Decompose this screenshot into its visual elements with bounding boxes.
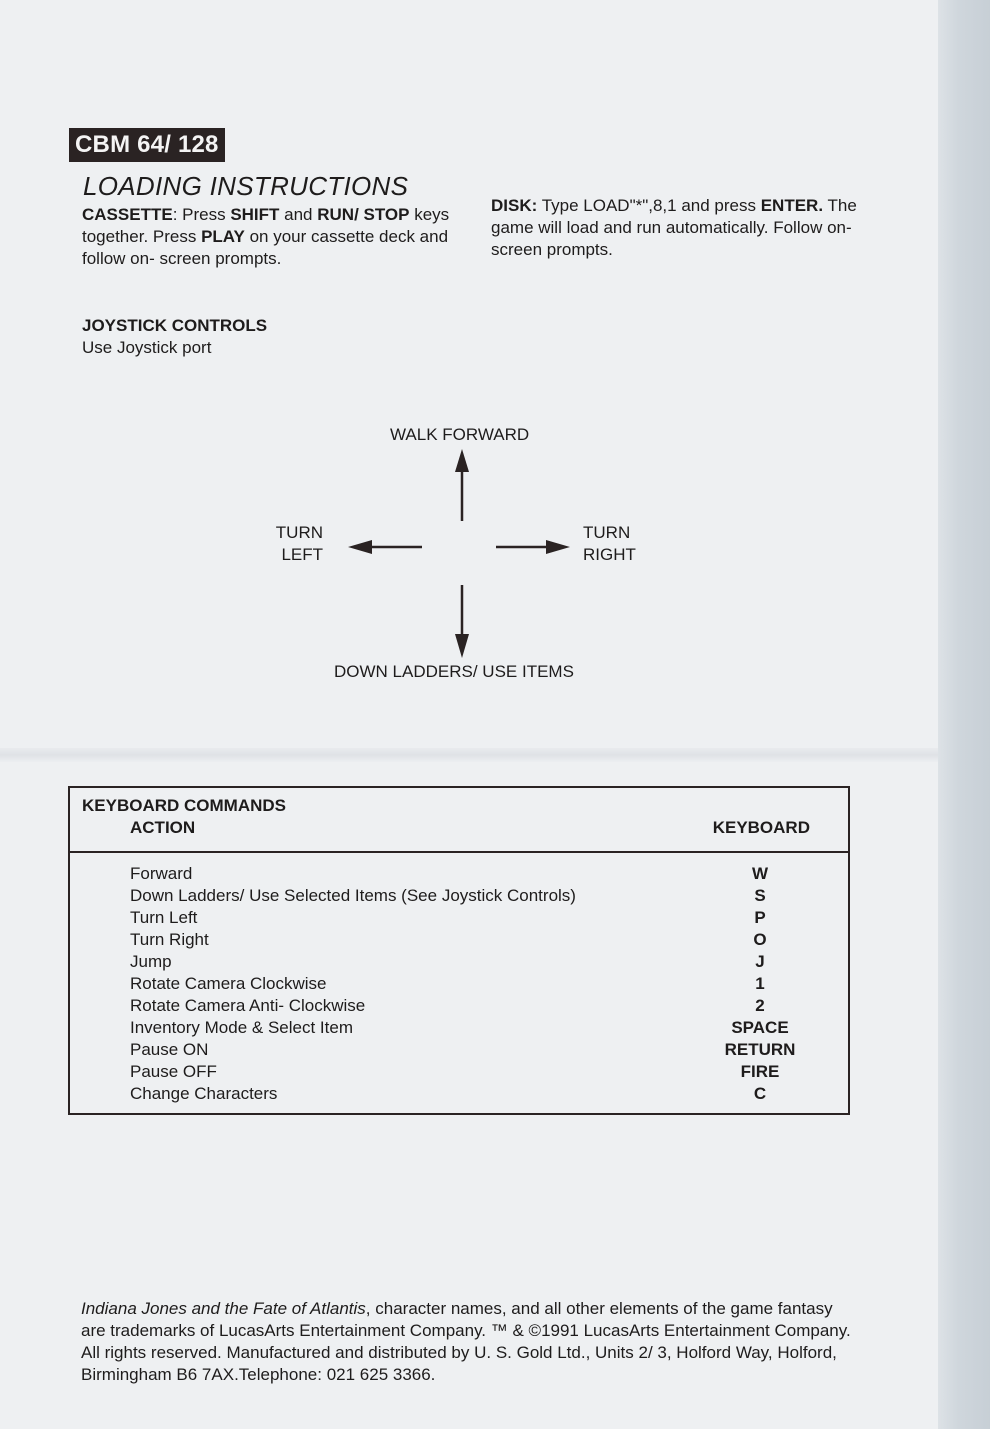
cassette-label: CASSETTE [82, 205, 173, 224]
table-row [70, 995, 848, 1017]
row-action: Rotate Camera Clockwise [130, 974, 327, 993]
row-key: FIRE [740, 1062, 780, 1081]
disk-text-2: The game will load and run automatically. Follow on- screen prompts. [491, 196, 857, 259]
table-row [70, 1039, 848, 1061]
table-row [70, 929, 848, 951]
key-run-stop: RUN/ STOP [317, 205, 410, 224]
table-row [70, 1017, 848, 1039]
keyboard-commands-table [68, 786, 850, 1115]
row-action: Forward [130, 864, 193, 883]
key-play: PLAY [201, 227, 245, 246]
table-row [70, 907, 848, 929]
turn-left-line-2: LEFT [281, 545, 323, 564]
arrow-up-icon [455, 449, 469, 521]
turn-right-line-2: RIGHT [583, 545, 636, 564]
row-action: Inventory Mode & Select Item [130, 1018, 353, 1037]
row-key: W [751, 864, 769, 883]
action-column-header: ACTION [130, 818, 196, 837]
arrow-down-icon [455, 585, 469, 658]
joystick-heading: JOYSTICK CONTROLS [82, 316, 268, 335]
row-key: O [753, 930, 767, 949]
table-row [70, 1083, 848, 1105]
turn-left-line-1: TURN [275, 523, 323, 542]
cassette-text-4: on your cassette deck and follow on- screen prompts. [82, 227, 449, 268]
row-key: C [753, 1084, 767, 1103]
table-row [70, 1061, 848, 1083]
row-action: Down Ladders/ Use Selected Items (See Joystick Controls) [130, 886, 576, 905]
disk-label: DISK: [491, 196, 538, 215]
table-row [70, 973, 848, 995]
key-shift: SHIFT [230, 205, 280, 224]
row-key: 2 [755, 996, 765, 1015]
game-title: Indiana Jones and the Fate of Atlantis [81, 1299, 366, 1318]
turn-right-line-1: TURN [583, 523, 631, 542]
row-key: RETURN [724, 1040, 796, 1059]
disk-text-1: Type LOAD"*",8,1 and press [537, 196, 761, 215]
key-enter: ENTER. [760, 196, 824, 215]
row-action: Pause ON [130, 1040, 209, 1059]
down-ladders-label: DOWN LADDERS/ USE ITEMS [334, 662, 574, 681]
cassette-text-3: keys together. Press [82, 205, 450, 246]
row-action: Rotate Camera Anti- Clockwise [130, 996, 366, 1015]
arrow-right-icon [496, 540, 570, 554]
row-action: Jump [130, 952, 172, 971]
section-title: LOADING INSTRUCTIONS [83, 171, 409, 201]
row-key: S [754, 886, 766, 905]
row-key: 1 [755, 974, 765, 993]
row-key: J [755, 952, 765, 971]
table-row [70, 863, 848, 885]
table-row [70, 885, 848, 907]
copyright-notice [81, 1298, 851, 1386]
table-divider [70, 851, 848, 853]
row-key: SPACE [731, 1018, 789, 1037]
row-action: Turn Right [130, 930, 209, 949]
keyboard-title: KEYBOARD COMMANDS [82, 796, 286, 815]
arrow-left-icon [348, 540, 422, 554]
row-key: P [754, 908, 766, 927]
joystick-subtext: Use Joystick port [82, 338, 212, 357]
row-action: Turn Left [130, 908, 198, 927]
cassette-text-1: : Press [172, 205, 231, 224]
table-row [70, 951, 848, 973]
walk-forward-label: WALK FORWARD [390, 425, 530, 444]
row-action: Change Characters [130, 1084, 278, 1103]
keyboard-column-header: KEYBOARD [712, 818, 810, 837]
platform-badge: CBM 64/ 128 [69, 128, 225, 162]
cassette-text-2: and [279, 205, 318, 224]
copyright-text: , character names, and all other elements of the game fantasy are trademarks of LucasArts Entertainment Company. ™ & ©1991 LucasArts Entertainment Company. All rights reserved. Manufactured and distributed by U. S. Gold Ltd., Units 2/ 3, Holford Way, Holford, Birmingham B6 7AX.Telephone: 021 625 3366. [81, 1299, 851, 1384]
row-action: Pause OFF [130, 1062, 217, 1081]
